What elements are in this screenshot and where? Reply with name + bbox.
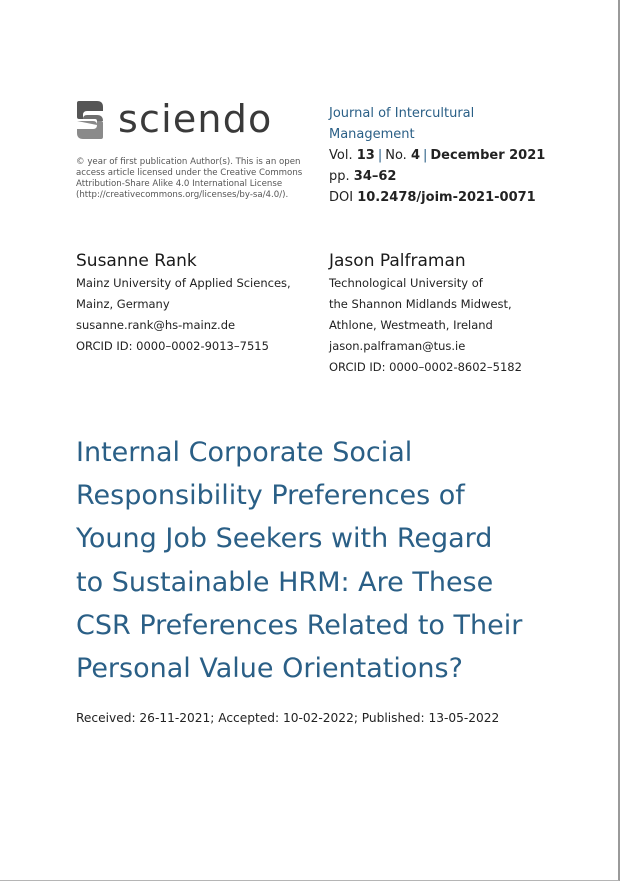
- article-title: [76, 431, 546, 690]
- sciendo-mark-icon: [75, 99, 105, 141]
- volume-number: 13: [356, 148, 375, 163]
- journal-name: Journal of Intercultural Management: [329, 106, 475, 142]
- author-affiliation: Athlone, Westmeath, Ireland: [329, 318, 493, 332]
- title-line: Young Job Seekers with Regard: [76, 523, 493, 555]
- title-line: Internal Corporate Social: [76, 437, 413, 468]
- author-affiliation: Mainz University of Applied Sciences,: [76, 276, 291, 290]
- doi-value[interactable]: 10.2478/joim-2021-0071: [357, 190, 536, 205]
- title-line: Responsibility Preferences of: [76, 480, 465, 512]
- pages-line: pp. 34–62: [329, 169, 397, 184]
- author-affiliation: the Shannon Midlands Midwest,: [329, 297, 512, 311]
- author-block-2: [329, 250, 569, 378]
- author-orcid: ORCID ID: 0000–0002-9013–7515: [76, 339, 269, 353]
- sciendo-logo: [75, 99, 272, 141]
- issue-number: 4: [410, 148, 420, 163]
- publication-dates: Received: 26-11-2021; Accepted: 10-02-2022; Published: 13-05-2022: [76, 711, 500, 725]
- doi-line: DOI 10.2478/joim-2021-0071: [329, 190, 536, 205]
- issue-date: December 2021: [430, 148, 546, 163]
- title-line: to Sustainable HRM: Are These: [76, 566, 494, 598]
- author-orcid: ORCID ID: 0000–0002-8602–5182: [329, 360, 522, 374]
- title-line: CSR Preferences Related to Their: [76, 609, 523, 641]
- author-affiliation: Technological University of: [329, 276, 483, 290]
- logo-text: sciendo: [118, 97, 273, 141]
- separator: |: [377, 148, 383, 163]
- author-email[interactable]: jason.palframan@tus.ie: [329, 339, 466, 353]
- author-name: Jason Palframan: [329, 251, 466, 271]
- separator: |: [423, 148, 428, 163]
- journal-info: [329, 103, 559, 208]
- title-line: Personal Value Orientations?: [76, 653, 463, 685]
- author-block-1: [76, 250, 316, 357]
- license-notice: © year of first publication Author(s). This is an open access article licensed under the Creative Commons Attribution-Share Alike 4.0 International License (http://creativecommons.org/licenses/by-sa/4.0/).: [76, 157, 303, 200]
- author-affiliation: Mainz, Germany: [76, 297, 170, 311]
- page-range: 34–62: [353, 169, 397, 184]
- author-name: Susanne Rank: [76, 251, 197, 271]
- volume-issue-line: Vol. 13 | No. 4 | December 2021: [329, 148, 546, 163]
- author-email[interactable]: susanne.rank@hs-mainz.de: [76, 318, 236, 332]
